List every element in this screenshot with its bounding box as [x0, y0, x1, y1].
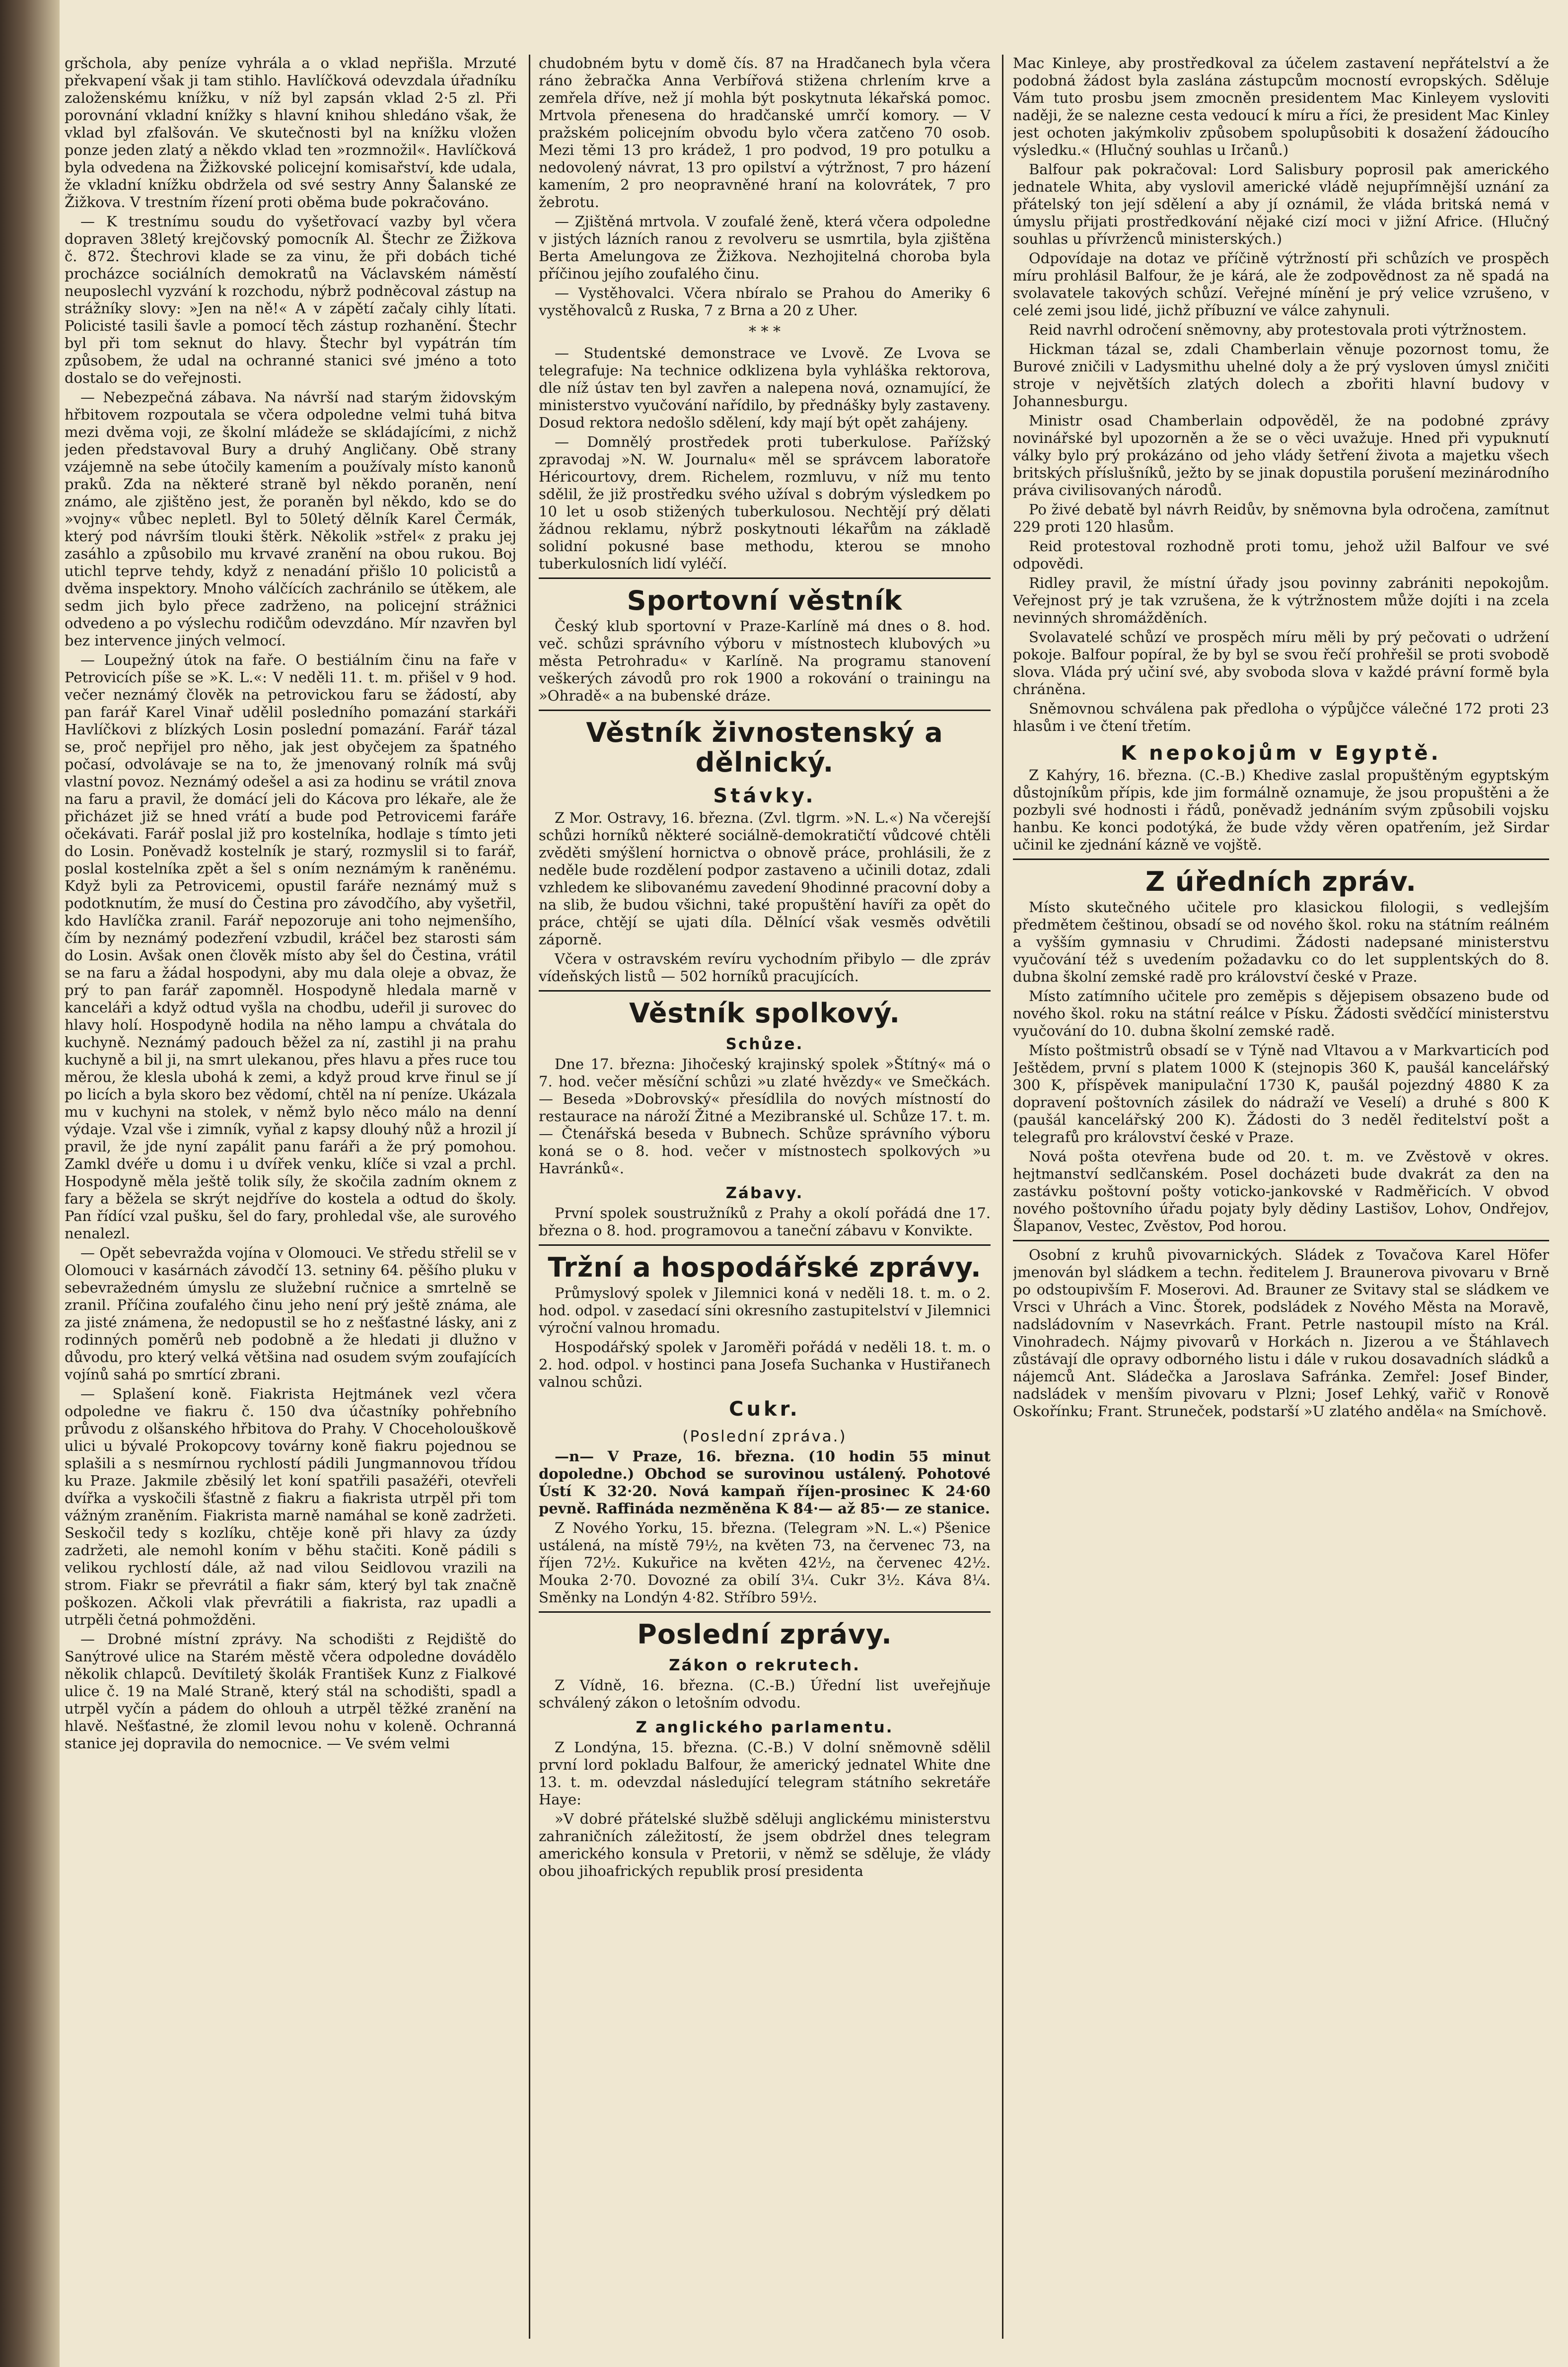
article-paragraph: Z Kahýry, 16. března. (C.-B.) Khedive zaslal propuštěným egyptským důstojníkům přípis, kde jim formálně oznamuje, že jsou propuštěni a že pozbyli své hodnosti i řádů, poněvadž jednáním svým způsobili vojsku hanbu. Ke konci podotýká, že bude vždy věren opatřením, jež Sirdar učinil ke zjednání kázně ve vojště.	[1013, 767, 1549, 853]
article-paragraph: — K trestnímu soudu do vyšetřovací vazby byl včera dopraven 38letý krejčovský pomocník Al. Štechr ze Žižkova č. 872. Štechrovi klade se za vinu, že při dobách tiché procházce sociálních demokratů na Václavském náměstí neuposlechl vyzvání k rozchodu, nýbrž podněcoval zástup na strážníky slovy: »Jen na ně!« A v zápětí začaly cihly lítati. Policisté tasili šavle a pomocí těch zástup rozhanění. Štechr byl při tom seknut do hlavy. Štechr byl vypátrán tím způsobem, že udal na ochranné stanici své jméno a toto dostalo se do veřejnosti.	[65, 213, 516, 386]
article-paragraph: gršchola, aby peníze vyhrála a o vklad nepřišla. Mrzuté překvapení však ji tam stihlo. Havlíčková odevzdala úřadníku založenskému knížku, v níž byl zapsán vklad 2·5 zl. Při porovnání vkladní knížky s hlavní knihou shledáno však, že vklad byl zfalšován. Ve skutečnosti byl na knížku vložen ponze jeden zlatý a někdo vklad ten »rozmnožil«. Havlíčková byla odvedena na Žižkovské policejní komisařství, kde udala, že vkladní knížku obdržela od své sestry Anny Šalanské ze Žižkova. V trestním řízení proti oběma bude pokračováno.	[65, 55, 516, 211]
section-divider	[539, 710, 991, 711]
article-paragraph: Průmyslový spolek v Jilemnici koná v neděli 18. t. m. o 2. hod. odpol. v zasedací síni okresního zastupitelství v Jilemnici výroční valnou hromadu.	[539, 1285, 991, 1336]
article-paragraph: — Opět sebevražda vojína v Olomouci. Ve středu střelil se v Olomouci v kasárnách závodčí 13. setniny 64. pěšího pluku v sebevražedném úmyslu ze služební ručnice a smrtelně se zranil. Příčina zoufalého činu jeho není prý ještě známa, ale za jisté známena, že nedopustil se ho z nešťastné lásky, ani z rodinných poměrů neb podobně a že hledati ji dlužno v důvodu, pro který velká většina nad osudem svým zoufajících vojínů sahá po smrtící zbrani.	[65, 1244, 516, 1383]
article-paragraph: Místo skutečného učitele pro klasickou filologii, s vedlejším předmětem češtinou, obsadí se od nového škol. roku na státním reálném a vyšším gymnasiu v Chrudimi. Žádosti nadepsané ministerstvu vyučování též s uvedením požadavku co do let supplentských do 8. dubna školní zemské radě pro království české v Praze.	[1013, 899, 1549, 985]
article-paragraph: Reid protestoval rozhodně proti tomu, jehož užil Balfour ve své odpovědi.	[1013, 538, 1549, 572]
article-paragraph: Svolavatelé schůzí ve prospěch míru měli by prý pečovati o udržení pokoje. Balfour popíral, že by byl se svou řečí prohřešil se proti svobodě slova. Vláda prý učiní své, aby svoboda slova v každé právní formě byla chráněna.	[1013, 629, 1549, 698]
binding-gutter	[0, 0, 60, 2367]
section-heading: Poslední zprávy.	[637, 1619, 892, 1650]
article-paragraph: Český klub sportovní v Praze-Karlíně má dnes o 8. hod. več. schůzi správního výboru v místnostech klubových »u města Petrohradu« v Karlíně. Na programu stanovení veškerých závodů pro rok 1900 a rokování o trainingu na »Ohradě« a na bubenské dráze.	[539, 618, 991, 704]
article-paragraph: Nová pošta otevřena bude od 20. t. m. ve Zvěstově v okres. hejtmanství sedlčanském. Posel docházeti bude dvakrát za den na zastávku poštovní pošty voticko-jankovské v Radměřicích. V obvod nového poštovního úřadu pojaty byly dědiny Lastišov, Lohov, Ondřejov, Šlapanov, Vestec, Zvěstov, Pod horou.	[1013, 1148, 1549, 1234]
column-1	[65, 55, 516, 2344]
article-paragraph: —n— V Praze, 16. března. (10 hodin 55 minut dopoledne.) Obchod se surovinou ustálený. Pohotové Ústí K 32·20. Nová kampaň říjen-prosinec K 24·60 pevně. Raffináda nezměněna K 84·— až 85·— ze stanice.	[539, 1448, 991, 1517]
article-paragraph: Dne 17. března: Jihočeský krajinský spolek »Štítný« má o 7. hod. večer měsíční schůzi »u zlaté hvězdy« ve Smečkách. — Beseda »Dobrovský« přesídlila do nových místností do restaurace na nároží Žitné a Mezibranské ul. Schůze 17. t. m. — Čtenářská beseda v Bubnech. Schůze správního výboru koná se o 8. hod. večer v místnostech spolkových »u Havránků«.	[539, 1056, 991, 1177]
article-paragraph: Z Londýna, 15. března. (C.-B.) V dolní sněmovně sdělil první lord pokladu Balfour, že americký jednatel White dne 13. t. m. odevzdal následující telegram státního sekretáře Haye:	[539, 1739, 991, 1808]
subsection-heading: Stávky.	[713, 785, 816, 807]
section-divider	[539, 1244, 991, 1246]
article-paragraph: První spolek soustružníků z Prahy a okolí pořádá dne 17. března o 8. hod. programovou a taneční zábavu v Konvikte.	[539, 1205, 991, 1239]
section-divider	[539, 577, 991, 579]
article-paragraph: chudobném bytu v domě čís. 87 na Hradčanech byla včera ráno žebračka Anna Verbířová stižena chrlením krve a zemřela dříve, než jí mohla být poskytnuta lékařská pomoc. Mrtvola přenesena do hradčanské umrčí komory. — V pražském policejním obvodu bylo včera zatčeno 70 osob. Mezi těmi 13 pro krádež, 1 pro podvod, 19 pro potulku a nedovolený návrat, 13 pro opilství a výtržnost, 7 pro házení kamením, 2 pro neopravněné hraní na kolovrátek, 7 pro žebrotu.	[539, 55, 991, 211]
subsection-heading: K nepokojům v Egyptě.	[1121, 742, 1441, 765]
article-paragraph: Hospodářský spolek v Jaroměři pořádá v neděli 18. t. m. o 2. hod. odpol. v hostinci pana Josefa Suchanka v Hustiřanech valnou schůzi.	[539, 1339, 991, 1390]
article-paragraph: — Zjištěná mrtvola. V zoufalé ženě, která včera odpoledne v jistých lázních ranou z revolveru se usmrtila, byla zjištěna Berta Amelungova ze Žižkova. Nezhojitelná choroba byla příčinou jejího zoufalého činu.	[539, 213, 991, 282]
article-paragraph: Po živé debatě byl návrh Reidův, by sněmovna byla odročena, zamítnut 229 proti 120 hlasům.	[1013, 501, 1549, 535]
section-stars: * * *	[748, 323, 781, 341]
article-paragraph: — Domnělý prostředek proti tuberkulose. Pařížský zpravodaj »N. W. Journalu« měl se správcem laboratoře Héricourtovy, drem. Richelem, rozmluvu, v níž mu tento sdělil, že již prostředku svého užíval s dobrým výsledkem po 10 let u osob stižených tuberkulosou. Nechtějí prý dělati žádnou reklamu, nýbrž poskytnouti lékařům na základě solidní pokusné base methodu, kterou se mnoho tuberkulosních lidí vyléčí.	[539, 433, 991, 572]
section-divider	[539, 990, 991, 992]
article-paragraph: Reid navrhl odročení sněmovny, aby protestovala proti výtržnostem.	[1029, 321, 1527, 338]
article-paragraph: Ridley pravil, že místní úřady jsou povinny zabrániti nepokojům. Veřejnost prý je tak vzrušena, že k výtržnostem může dojíti i na zcela nevinných shromážděních.	[1013, 574, 1549, 626]
column-3	[1013, 55, 1549, 2344]
section-heading: Z úředních zpráv.	[1145, 866, 1417, 897]
article-paragraph: Osobní z kruhů pivovarnických. Sládek z Tovačova Karel Höfer jmenován byl sládkem a techn. ředitelem J. Braunerova pivovaru v Brně po odstoupivším F. Moserovi. Ad. Brauner ze Svitavy stal se sládkem ve Vrsci v Uhrách a Vinc. Štorek, podsládek z Nového Města na Moravě, nadsládovním v Nasevrkách. Frant. Petrle nastoupil místo na Král. Vinohradech. Nájmy pivovarů v Horkách n. Jizerou a ve Štáhlavech zůstávají dle opravy odborného listu i dále v rukou dosavadních sládků a nájemců Ant. Sládečka a Jaroslava Safránka. Zemřel: Josef Binder, nadsládek v menším pivovaru v Plzni; Josef Lehký, vařič v Ronově Oskořínku; Frant. Struneček, podstarší »U zlatého anděla« na Smíchově.	[1013, 1246, 1549, 1420]
newspaper-page	[60, 0, 1568, 2367]
article-paragraph: Z Mor. Ostravy, 16. března. (Zvl. tlgrm. »N. L.«) Na včerejší schůzi horníků některé sociálně-demokratičtí vůdcové chtěli zvěděti smýšlení hornictva o obnově práce, prohlásili, že z neděle bude rozdělení podpor zastaveno a učinili dotaz, zdali vzhledem ke slibovanému zavedení 9hodinné pracovní doby a na slib, že budou všichni, také propuštění havíři za opět do práce, chtějí se ujati díla. Dělnící však vesměs odvětili záporně.	[539, 809, 991, 948]
article-paragraph: Z Nového Yorku, 15. března. (Telegram »N. L.«) Pšenice ustálená, na místě 79½, na květen 73, na červenec 73, na říjen 72½. Kukuřice na květen 42½, na červenec 42½. Mouka 2·70. Dovozné za obilí 3¼. Cukr 3½. Káva 8¼. Směnky na Londýn 4·82. Stříbro 59½.	[539, 1519, 991, 1606]
article-paragraph: — Drobné místní zprávy. Na schodišti z Rejdiště do Sanýtrové ulice na Starém městě včera odpoledne dovádělo několik chlapců. Devítiletý školák František Kunz z Fialkové ulice č. 19 na Malé Straně, který stál na schodišti, spadl a utrpěl vyčín a pádem do ohlouh a utrpěl těžké zranění na hlavě. Nešťastné, že zlomil levou nohu v koleně. Ochranná stanice jej dopravila do nemocnice. — Ve svém velmi	[65, 1631, 516, 1752]
article-paragraph: Včera v ostravském revíru vychodním přibylo — dle zpráv vídeňských listů — 502 horníků pracujících.	[539, 950, 991, 985]
article-paragraph: Ministr osad Chamberlain odpověděl, že na podobné zprávy novinářské byl upozorněn a že se o věci uvažuje. Hned při vypuknutí války bylo prý prokázáno od jeho vlády šetření života a majetku všech britských příslušníků, ježto by se jinak dopustila porušení mezinárodního práva civilisovaných národů.	[1013, 412, 1549, 499]
section-divider	[1013, 1240, 1549, 1241]
article-paragraph: Místo poštmistrů obsadí se v Týně nad Vltavou a v Markvarticích pod Ještědem, první s platem 1000 K (stejnopis 360 K, paušál kancelářský 300 K, příspěvek manipulační 1730 K, paušál pojezdný 4880 K za dopravení poštovních zásilek do nádraží ve Veselí) a druhé s 800 K (paušál kancelářský 200 K). Žádosti do 3 neděl ředitelství pošt a telegrafů pro království české v Praze.	[1013, 1042, 1549, 1146]
column-rule	[529, 55, 530, 2339]
article-paragraph: Z Vídně, 16. března. (C.-B.) Úřední list uveřejňuje schválený zákon o letošním odvodu.	[539, 1677, 991, 1711]
article-paragraph: — Splašení koně. Fiakrista Hejtmánek vezl včera odpoledne ve fiakru č. 150 dva účastníky pohřebního průvodu z olšanského hřbitova do Prahy. V Choceholouškově ulici u bývalé Prokopcovy továrny koně fiakru pojednou se splašili a s nesmírnou rychlostí pádili Jungmannovou třídou ku Praze. Jakmile zběsilý let koní spatřili pasažéři, otevřeli dvířka a vyskočili šťastně z fiakru a fiakrista utrpěl při tom vážným zraněním. Fiakrista marně namáhal se koně zadržeti. Seskočil tedy s kozlíku, chtěje koně při hlavy za úzdy zadržeti, ale nemohl koním v běhu stačiti. Koně pádili s velikou rychlostí dále, až nad vilou Seidlovou vrazili na strom. Fiakr se převrátil a fiakr sám, který byl tak značně poškozen. Ačkoli vlak převrátili a fiakrista, raz upadli a utrpěli četná pohmožděni.	[65, 1385, 516, 1628]
section-heading: Věstník spolkový.	[629, 998, 900, 1029]
article-paragraph: — Nebezpečná zábava. Na návrší nad starým židovským hřbitovem rozpoutala se včera odpoledne velmi tuhá bitva mezi dvěma voji, ze školní mládeže se skládajícími, z nichž jeden představoval Bury a druhý Angličany. Obě strany vzájemně na sebe útočily kamením a používaly místo kanonů praků. Zda na některé straně byl někdo poraněn, není známo, ale zjištěno jest, že poraněn byl někdo, kdo se do »vojny« vůbec nepletl. Byl to 50letý dělník Karel Čermák, který pod návrším tlouki štěrk. Několik »střel« z praku jej zasáhlo a způsobilo mu krvavé zranění na obou rukou. Boj utichl teprve tehdy, když z nenadání přišlo 10 policistů a dvěma inspektory. Mnoho válčících zachránilo se útěkem, ale sedm jich bylo přece zadrženo, na policejní strážnici odvedeno a po výslechu rodičům odevzdáno. Mír nzavřen byl bez intervence jiných velmocí.	[65, 389, 516, 649]
subsection-heading: Cukr.	[729, 1398, 800, 1421]
section-divider	[539, 1611, 991, 1613]
column-2	[539, 55, 991, 2344]
article-paragraph: Odpovídaje na dotaz ve příčině výtržností při schůzích ve prospěch míru prohlásil Balfour, že je kárá, ale že zodpovědnost za ně spadá na svolavatele takových schůzí. Veřejné mínění je prý velice vzrušeno, v celé zemi jsou lidé, jichž příbuzní ve válce zahynuli.	[1013, 250, 1549, 319]
subsection-heading: Zákon o rekrutech.	[669, 1656, 860, 1674]
article-paragraph: Mac Kinleye, aby prostředkoval za účelem zastavení nepřátelství a že podobná žádost byla zaslána zástupcům mocností evropských. Sděluje Vám tuto prosbu jsem zmocněn presidentem Mac Kinleyem vysloviti naději, že se nalezne cesta vedoucí k míru a říci, že president Mac Kinley jest ochoten jakýmkoliv způsobem spolupůsobiti k dosažení žádoucího výsledku.« (Hlučný souhlas u Irčanů.)	[1013, 55, 1549, 158]
article-paragraph: Balfour pak pokračoval: Lord Salisbury poprosil pak amerického jednatele Whita, aby vyslovil americké vládě nejupřímnější uznání za přátelský ton její sdělení a aby jí oznámil, že vláda britská nemá v úmyslu přijati prostředkování nějaké cizí moci v jižní Africe. (Hlučný souhlas u přívrženců ministerských.)	[1013, 161, 1549, 247]
article-paragraph: — Vystěhovalci. Včera nbíralo se Prahou do Ameriky 6 vystěhovalců z Ruska, 7 z Brna a 20 z Uher.	[539, 285, 991, 319]
subsection-note: (Poslední zpráva.)	[682, 1428, 847, 1445]
section-divider	[1013, 859, 1549, 860]
section-heading: Tržní a hospodářské zprávy.	[548, 1252, 982, 1283]
article-paragraph: Sněmovnou schválena pak předloha o výpůjčce válečné 172 proti 23 hlasům i ve čtení třetím.	[1013, 700, 1549, 734]
subsection-heading: Z anglického parlamentu.	[636, 1719, 894, 1736]
column-rule	[1002, 55, 1003, 2339]
subsection-heading: Zábavy.	[725, 1184, 804, 1202]
article-paragraph: — Loupežný útok na faře. O bestiálním činu na faře v Petrovicích píše se »K. L.«: V neděli 11. t. m. přišel v 9 hod. večer neznámý člověk na petrovickou faru se žádostí, aby pan farář Karel Vinař udělil posledního pomazání starkáři Havlíčkovi z blízkých Losin poslední pomazání. Farář tázal se, proč nepřijel pro něho, jak jest obyčejem za špatného počasí, odvolávaje se na to, že jmenovaný rolník má svůj vlastní povoz. Neznámý odešel a asi za hodinu se vrátil znova na faru a pravil, že domácí jeli do Kácova pro lékaře, ale že přicházet již se hned vrátí a bude pod Petrovicemi faráře očekávati. Farář poslal již pro kostelníka, hodlaje s tímto jeti do Losin. Poněvadž kostelník je starý, rozmyslil si to farář, poslal kostelníka zpět a šel s oním neznámým k raněnému. Když byli za Petrovicemi, opustil faráře neznámý muž s podotknutím, že musí do Čestina pro závodčího, aby vyšetřil, kdo Havlíčka zranil. Farář nepozoruje ani toho nejmenšího, čím by neznámý podezření vzbudil, kráčel bez starosti sám do Losin. Avšak onen člověk místo aby šel do Čestina, vrátil se na faru a žádal hospodyni, aby mu dala oleje a obvaz, že prý to pan farář zapomněl. Hospodyně hledala marně v kanceláři a když odtud vyšla na chodbu, udeřil ji surovec do hlavy holí. Hospodyně hodila na něho lampu a chvátala do kuchyně. Neznámý padouch běžel za ní, zastihl ji na prahu kuchyně a bil ji, na smrt ulekanou, přes hlavu a přes ruce tou měrou, že klesla ubohá k zemi, a když proud krve řinul se jí po licích a byla skoro bez vědomí, chtěl na ní peníze. Ukázala mu v kuchyni na stolek, v němž bylo něco málo na denní výdaje. Vzal vše i zimník, vyňal z kapsy dlouhý nůž a hrozil jí pravil, že jde nyní zapálit panu faráři a že prý pomohou. Zamkl dvéře u domu i u dvířek venku, klíče si vzal a prchl. Hospodyně měla ještě tolik síly, že skočila zadním oknem z fary a běžela se skrýt nejdříve do kostela a odtud do školy. Pan řídící vzal pušku, šel do fary, prohledal vše, ale surového nenalezl.	[65, 651, 516, 1242]
section-heading: Sportovní věstník	[627, 585, 903, 616]
subsection-heading: Schůze.	[725, 1035, 804, 1053]
article-paragraph: — Studentské demonstrace ve Lvově. Ze Lvova se telegrafuje: Na technice odklizena byla vyhláška rektorova, dle níž ústav ten byl zavřen a nalepena nová, oznamující, že ministerstvo vyučování nařídilo, by přednášky byly zastaveny. Dosud rektora nedošlo sdělení, kdy mají být opět zahájeny.	[539, 345, 991, 431]
article-paragraph: Místo zatímního učitele pro zeměpis s dějepisem obsazeno bude od nového škol. roku na státní reálce v Písku. Žádosti svědčící ministerstvu vyučování do 10. dubna školní zemské radě.	[1013, 988, 1549, 1039]
article-paragraph: »V dobré přátelské službě sděluji anglickému ministerstvu zahraničních záležitostí, že jsem obdržel dnes telegram amerického konsula v Pretorii, v němž se sděluje, že vlády obou jihoafrických republik prosí presidenta	[539, 1810, 991, 1879]
section-heading: Věstník živnostenský a dělnický.	[586, 717, 943, 778]
article-paragraph: Hickman tázal se, zdali Chamberlain věnuje pozornost tomu, že Burové zničili v Ladysmithu uhelné doly a že prý vysloven úmysl zničiti stroje v největších zlatých dolech a zbořiti hlavní budovy v Johannesburgu.	[1013, 341, 1549, 410]
